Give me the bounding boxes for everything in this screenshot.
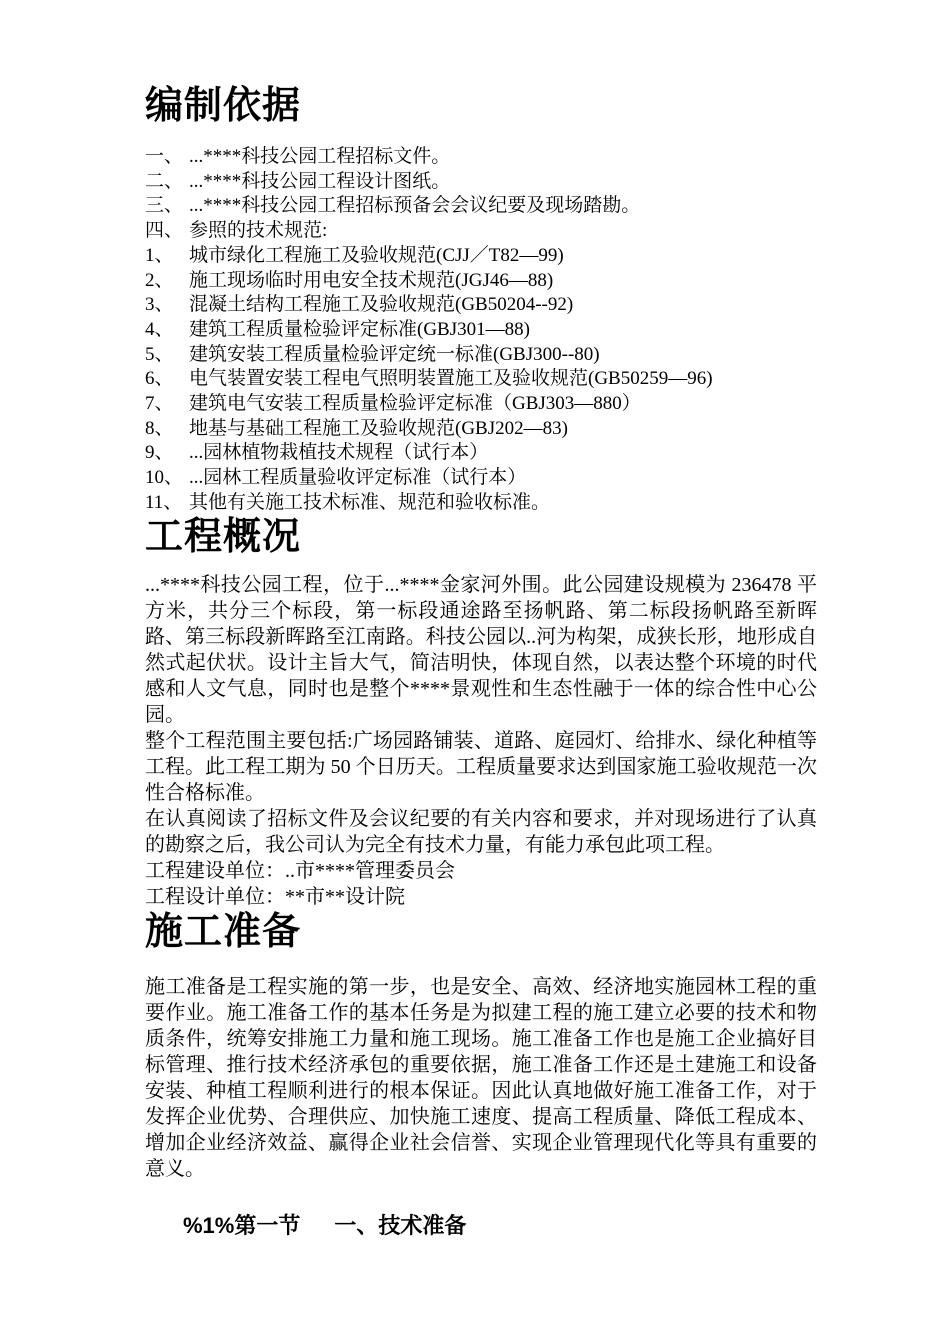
list-item-marker: 三、 (145, 195, 184, 217)
list-item-text: 施工现场临时用电安全技术规范(JGJ46—88) (189, 269, 554, 291)
list-item-marker: 10、 (145, 467, 184, 489)
list-item-marker: 2、 (145, 269, 174, 291)
list-item-marker: 1、 (145, 244, 174, 266)
list-item-marker: 6、 (145, 368, 174, 390)
list-item-marker: 3、 (145, 294, 174, 316)
list-item-text: 地基与基础工程施工及验收规范(GBJ202—83) (189, 417, 568, 439)
list-item (145, 466, 817, 491)
list-item (145, 491, 817, 516)
list-item-text: 城市绿化工程施工及验收规范(CJJ／T82—99) (189, 244, 564, 266)
overview-paragraph-1: ...****科技公园工程，位于...****金家河外围。此公园建设规模为 236478 平方米，共分三个标段，第一标段通途路至扬帆路、第二标段扬帆路至新晖路、第三标段新晖路至江南路。科技公园以..河为构架，成狭长形，地形成自然式起伏状。设计主旨大气，简洁明快，体现自然，以表达整个环境的时代感和人文气息，同时也是整个****景观性和生态性融于一体的综合性中心公园。 (145, 574, 817, 727)
heading-project-overview: 工程概况 (145, 516, 302, 559)
list-item-text: ...园林工程质量验收评定标准（试行本） (189, 467, 527, 489)
list-item-text: 其他有关施工技术标准、规范和验收标准。 (189, 491, 551, 513)
list-item-text: 参照的技术规范: (189, 220, 328, 242)
reference-standards-list (145, 145, 817, 515)
list-item (145, 269, 817, 294)
list-item-marker: 四、 (145, 220, 184, 242)
list-item-text: ...****科技公园工程设计图纸。 (189, 170, 451, 192)
list-item (145, 441, 817, 466)
list-item-marker: 9、 (145, 442, 174, 464)
list-item (145, 417, 817, 442)
preparation-paragraph: 施工准备是工程实施的第一步，也是安全、高效、经济地实施园林工程的重要作业。施工准备工作的基本任务是为拟建工程的施工建立必要的技术和物质条件，统筹安排施工力量和施工现场。施工准备工作也是施工企业搞好目标管理、推行技术经济承包的重要依据，施工准备工作还是土建施工和设备安装、种植工程顺利进行的根本保证。因此认真地做好施工准备工作，对于发挥企业优势、合理供应、加快施工速度、提高工程质量、降低工程成本、增加企业经济效益、赢得企业社会信誉、实现企业管理现代化等具有重要的意义。 (145, 975, 817, 1180)
list-item (145, 293, 817, 318)
list-item-marker: 8、 (145, 417, 174, 439)
construction-preparation-body (145, 974, 817, 1182)
list-item-text: ...****科技公园工程招标预备会会议纪要及现场踏勘。 (189, 195, 641, 217)
list-item (145, 145, 817, 170)
list-item-text: 电气装置安装工程电气照明装置施工及验收规范(GB50259—96) (189, 368, 713, 390)
subsection-number: %1%第一节 (183, 1212, 301, 1238)
project-overview-body (145, 572, 817, 910)
list-item (145, 219, 817, 244)
list-item-marker: 4、 (145, 318, 174, 340)
list-item-marker: 一、 (145, 146, 184, 168)
list-item-text: 建筑工程质量检验评定标准(GBJ301—88) (189, 318, 530, 340)
design-unit-line: 工程设计单位：**市**设计院 (145, 886, 405, 909)
list-item-text: ...园林植物栽植技术规程（试行本） (189, 442, 489, 464)
list-item (145, 318, 817, 343)
list-item-marker: 二、 (145, 170, 184, 192)
list-item-text: 建筑安装工程质量检验评定统一标准(GBJ300--80) (189, 343, 600, 365)
list-item-marker: 11、 (145, 491, 183, 513)
list-item-text: 混凝土结构工程施工及验收规范(GB50204--92) (189, 294, 574, 316)
list-item (145, 194, 817, 219)
heading-compilation-basis: 编制依据 (145, 85, 302, 127)
heading-construction-preparation: 施工准备 (145, 911, 302, 954)
list-item-marker: 5、 (145, 343, 174, 365)
list-item (145, 170, 817, 195)
list-item-text: 建筑电气安装工程质量检验评定标准（GBJ303—880） (189, 392, 641, 414)
subsection-title: 一、技术准备 (334, 1212, 467, 1238)
list-item-marker: 7、 (145, 392, 174, 414)
subsection-heading (145, 1213, 817, 1239)
construction-unit-line: 工程建设单位：..市****管理委员会 (145, 860, 455, 883)
list-item-text: ...****科技公园工程招标文件。 (189, 146, 451, 168)
overview-paragraph-3: 在认真阅读了招标文件及会议纪要的有关内容和要求，并对现场进行了认真的勘察之后，我公司认为完全有技术力量，有能力承包此项工程。 (145, 808, 817, 857)
overview-paragraph-2: 整个工程范围主要包括:广场园路铺装、道路、庭园灯、给排水、绿化种植等工程。此工程工期为 50 个日历天。工程质量要求达到国家施工验收规范一次性合格标准。 (145, 730, 817, 805)
list-item (145, 343, 817, 368)
list-item (145, 392, 817, 417)
list-item (145, 244, 817, 269)
list-item (145, 367, 817, 392)
